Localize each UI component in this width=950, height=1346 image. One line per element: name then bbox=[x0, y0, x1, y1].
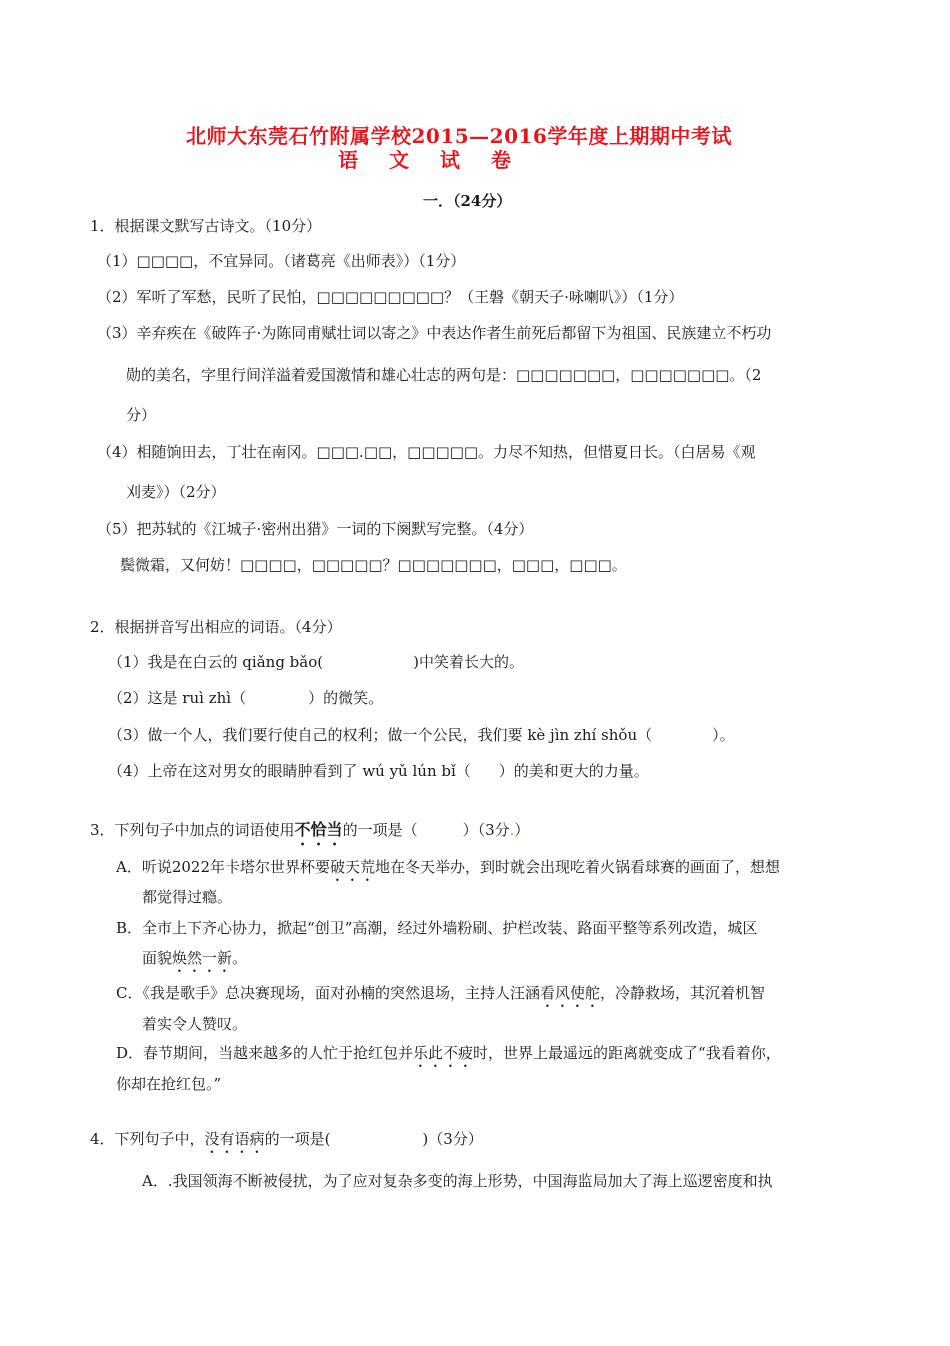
q1-part3-line1: （3）辛弃疾在《破阵子·为陈同甫赋壮词以寄之》中表达作者生前死后都留下为祖国、民族建立不朽功 bbox=[97, 324, 772, 342]
q3-option-b-tail: 。 bbox=[232, 949, 248, 967]
q2-part3-text: （3）做一个人，我们要行使自己的权利；做一个公民，我们要 kè jìn zhí shǒu（ bbox=[108, 726, 653, 744]
q2-part4 bbox=[108, 761, 649, 781]
q2-stem: 2．根据拼音写出相应的词语。（4分） bbox=[90, 618, 342, 636]
q3-option-d-line2: 你却在抢红包。” bbox=[116, 1075, 222, 1093]
q3-option-d-text: D．春节期间，当越来越多的人忙于抢红包并 bbox=[116, 1044, 414, 1062]
q3-option-d-line1 bbox=[116, 1043, 781, 1071]
q3-option-b-line2 bbox=[142, 948, 247, 976]
q2-part4-tail: ）的美和更大的力量。 bbox=[498, 762, 649, 780]
q3-option-c-emphasis: 看风使舵 bbox=[539, 984, 600, 1002]
q2-part1-tail: )中笑着长大的。 bbox=[413, 653, 524, 671]
q3-option-c-tail: ，冷静救场，其沉着机智 bbox=[600, 984, 766, 1002]
q3-stem-end: ） bbox=[514, 821, 530, 839]
q1-part3-line2: 勋的美名，字里行间洋溢着爱国激情和雄心壮志的两句是：□□□□□□□，□□□□□□□。（2 bbox=[126, 366, 762, 384]
q4-stem-text: 4．下列句子中， bbox=[90, 1130, 205, 1148]
q3-stem-dot: . bbox=[509, 821, 515, 839]
q3-option-d-tail: 时，世界上最遥远的距离就变成了“我看着你， bbox=[473, 1044, 781, 1062]
q3-option-b-text: 面貌 bbox=[142, 949, 173, 967]
q3-stem-mid: 的一项是（ ）（3分 bbox=[342, 821, 510, 839]
q3-option-a-emphasis: 破天荒 bbox=[330, 858, 376, 876]
q2-part2 bbox=[108, 688, 383, 708]
q2-part2-tail: ）的微笑。 bbox=[308, 689, 384, 707]
q2-part3-tail: ）。 bbox=[712, 726, 735, 744]
q3-stem-emphasis: 不恰当 bbox=[294, 820, 343, 839]
q1-part4-line1: （4）相随饷田去，丁壮在南冈。□□□.□□，□□□□□。力尽不知热，但惜夏日长。（白居易《观 bbox=[97, 443, 756, 461]
q3-option-b-emphasis: 焕然一新 bbox=[172, 949, 233, 967]
q4-stem-mid: 的一项是( bbox=[264, 1130, 331, 1148]
q1-stem: 1．根据课文默写古诗文。（10分） bbox=[90, 217, 322, 235]
q3-stem bbox=[90, 820, 529, 849]
q2-part4-text: （4）上帝在这对男女的眼睛肿看到了 wú yǔ lún bǐ（ bbox=[108, 762, 471, 780]
q2-part3 bbox=[108, 725, 735, 745]
q4-stem bbox=[90, 1129, 483, 1157]
q1-part2: （2）军听了军愁，民听了民怕，□□□□□□□□□？（王磐《朝天子·咏喇叭》）（1分） bbox=[97, 288, 684, 306]
q3-stem-text: 3．下列句子中加点的词语使用 bbox=[90, 821, 295, 839]
q4-stem-emphasis: 没有语病 bbox=[204, 1130, 265, 1148]
q3-option-a-line1 bbox=[116, 857, 780, 885]
q1-part1: （1）□□□□，不宜异同。（诸葛亮《出师表》）（1分） bbox=[97, 252, 466, 270]
q4-stem-end: )（3分） bbox=[422, 1130, 483, 1148]
q3-option-c-text: C．《我是歌手》总决赛现场，面对孙楠的突然退场，主持人汪涵 bbox=[116, 984, 540, 1002]
q1-part5-line2: 鬓微霜，又何妨！□□□□，□□□□□？□□□□□□□，□□□，□□□。 bbox=[120, 556, 627, 574]
q3-option-d-emphasis: 乐此不疲 bbox=[413, 1044, 474, 1062]
q3-option-c-line1 bbox=[116, 983, 765, 1011]
q3-option-a-tail: 地在冬天举办，到时就会出现吃着火锅看球赛的画面了，想想 bbox=[375, 858, 781, 876]
q4-option-a-line1: A．.我国领海不断被侵扰，为了应对复杂多变的海上形势，中国海监局加大了海上巡逻密度和执 bbox=[142, 1172, 773, 1190]
q3-option-c-line2: 着实令人赞叹。 bbox=[142, 1015, 248, 1033]
exam-subtitle: 语 文 试 卷 bbox=[338, 148, 523, 172]
q2-part1 bbox=[108, 652, 524, 672]
q1-part5-line1: （5）把苏轼的《江城子·密州出猎》一词的下阕默写完整。（4分） bbox=[97, 520, 534, 538]
q2-part1-text: （1）我是在白云的 qiǎng bǎo( bbox=[108, 653, 324, 671]
q3-option-a-text: A．听说2022年卡塔尔世界杯要 bbox=[116, 858, 331, 876]
q2-part2-text: （2）这是 ruì zhì（ bbox=[108, 689, 247, 707]
q3-option-a-line2: 都觉得过瘾。 bbox=[142, 888, 233, 906]
q1-part3-line3: 分） bbox=[126, 406, 157, 424]
q3-option-b-line1: B．全市上下齐心协力，掀起“创卫”高潮，经过外墙粉刷、护栏改装、路面平整等系列改造，城区 bbox=[116, 919, 758, 937]
q1-part4-line2: 刈麦》）（2分） bbox=[126, 483, 226, 501]
section-one-heading: 一．（24分） bbox=[423, 192, 512, 210]
exam-title: 北师大东莞石竹附属学校2015—2016学年度上期期中考试 bbox=[186, 124, 732, 148]
